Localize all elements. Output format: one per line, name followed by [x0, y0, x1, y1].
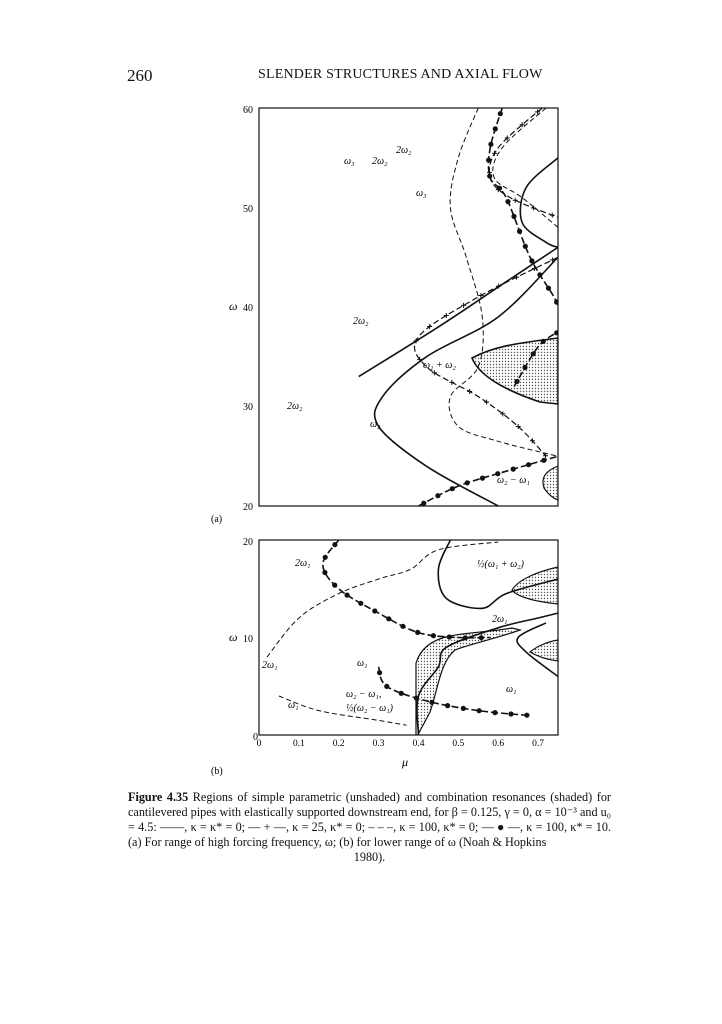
marker-b-2-1-3 [414, 696, 419, 701]
marker-b-2-0-13 [479, 635, 484, 640]
marker-a-3-0-9 [523, 244, 528, 249]
tick-label-b-x0: 0 [256, 739, 262, 749]
marker-a-3-0-12 [546, 286, 551, 291]
marker-a-3-1-6 [511, 467, 516, 472]
caption-label: Figure 4.35 [128, 790, 189, 804]
marker-a-3-1-0 [421, 501, 426, 506]
tick-label-b-x2: 0.2 [332, 739, 345, 749]
tick-label-b-x7: 0.7 [532, 739, 545, 749]
marker-b-2-0-1 [323, 555, 328, 560]
panel-a-ylabel: ω [229, 299, 238, 313]
marker-b-2-1-7 [477, 708, 482, 713]
curve-a-dash-dot-1 [419, 456, 559, 506]
caption-end: 1980). [353, 850, 386, 864]
curve-label-b-8: ω₁ [506, 684, 517, 695]
marker-a-1-1-5 [461, 303, 466, 308]
panel-a-plot-area [359, 108, 560, 506]
curve-label-b-2: 2ω₁ [492, 614, 508, 625]
curve-label-a-2: 2ω₂ [396, 145, 412, 156]
tick-label-b-x3: 0.3 [372, 739, 385, 749]
curve-a-dash-dot-0 [488, 108, 558, 307]
tick-label-b-x4: 0.4 [412, 739, 425, 749]
tick-label-a-60: 60 [243, 105, 253, 116]
marker-b-2-0-5 [358, 601, 363, 606]
marker-a-1-1-11 [449, 380, 454, 385]
panel-a-label: (a) [211, 514, 223, 525]
marker-a-3-0-2 [488, 142, 493, 147]
marker-b-2-0-6 [372, 608, 377, 613]
figure-caption [128, 790, 611, 865]
marker-a-3-0-5 [497, 186, 502, 191]
curve-label-a-6: 2ω₂ [287, 401, 303, 412]
curve-label-b-4: ω₁ [357, 658, 368, 669]
panel-b-xlabel: μ [402, 755, 409, 769]
curve-label-a-5: ω₁ + ω₂ [423, 360, 456, 371]
curve-label-b-6: ½(ω₂ − ω₁) [346, 703, 393, 714]
curve-b-dash-dot-0 [323, 540, 490, 638]
shaded-region-b-lower [416, 628, 520, 735]
tick-label-b-x1: 0.1 [292, 739, 305, 749]
tick-label-a-20: 20 [243, 502, 253, 513]
panel-a-y-ticks [243, 105, 253, 513]
marker-b-2-1-1 [384, 684, 389, 689]
marker-a-3-0-7 [511, 214, 516, 219]
tick-label-a-30: 30 [243, 402, 253, 413]
page-number: 260 [127, 66, 153, 85]
marker-a-1-0-8 [550, 213, 555, 218]
marker-a-3-0-3 [486, 158, 491, 163]
curve-label-b-3: 2ω₁ [262, 660, 278, 671]
marker-a-3-2-1 [522, 365, 527, 370]
marker-a-3-0-10 [529, 258, 534, 263]
marker-b-2-0-2 [322, 570, 327, 575]
marker-a-3-1-8 [541, 458, 546, 463]
marker-a-3-0-11 [537, 272, 542, 277]
panel-b-y-ticks [243, 537, 258, 743]
marker-b-2-0-12 [463, 635, 468, 640]
marker-a-3-2-0 [515, 379, 520, 384]
marker-a-3-1-3 [465, 480, 470, 485]
shaded-region-a-diff [543, 466, 558, 500]
marker-b-2-1-4 [429, 700, 434, 705]
marker-a-3-0-1 [493, 126, 498, 131]
marker-b-2-1-2 [399, 691, 404, 696]
curve-a-solid-1 [520, 158, 558, 248]
marker-b-2-0-0 [332, 542, 337, 547]
marker-b-2-0-7 [386, 616, 391, 621]
curve-label-b-7: ω₁ [288, 700, 299, 711]
panel-b-ylabel: ω [229, 630, 238, 644]
tick-label-a-40: 40 [243, 303, 253, 314]
tick-label-b-20: 20 [243, 537, 253, 548]
curve-label-a-0: ω₃ [344, 156, 355, 167]
marker-a-3-2-2 [531, 351, 536, 356]
marker-a-3-1-1 [435, 493, 440, 498]
marker-a-3-1-7 [526, 462, 531, 467]
caption-body: Regions of simple parametric (unshaded) and combination resonances (shaded) for cantilevered pipes with elastically supported downstream end, for β = 0.125, γ = 0, α = 10⁻³ and u₀ = 4.5: ——, κ = κ* = 0; — + —, κ = 25, κ* = 0; – – –, κ = 100, κ* = 0; — ● —, κ = 100, κ* = 10. (a) For range of high forcing frequency, ω; (b) for lower range of ω (Noah & Hopkins [128, 790, 611, 849]
tick-label-a-50: 50 [243, 204, 253, 215]
curve-label-b-0: 2ω₁ [295, 558, 311, 569]
marker-b-2-1-9 [508, 711, 513, 716]
marker-a-3-1-4 [480, 476, 485, 481]
running-head: SLENDER STRUCTURES AND AXIAL FLOW [258, 67, 543, 82]
marker-a-3-0-0 [498, 111, 503, 116]
marker-b-2-0-4 [345, 593, 350, 598]
curve-label-a-3: ω₃ [416, 188, 427, 199]
marker-b-2-1-0 [377, 670, 382, 675]
panel-b [211, 537, 558, 777]
marker-b-2-0-10 [431, 633, 436, 638]
marker-b-2-1-10 [524, 713, 529, 718]
tick-label-b-10: 10 [243, 634, 253, 645]
marker-a-3-0-6 [505, 199, 510, 204]
panel-a-curves [359, 108, 560, 506]
marker-b-2-0-11 [447, 634, 452, 639]
curve-label-b-1: ½(ω₁ + ω₂) [477, 559, 524, 570]
curve-a-dashed-1 [493, 108, 558, 227]
panel-a-frame [259, 108, 558, 506]
panel-a [211, 105, 559, 525]
curve-a-dashed-0 [449, 108, 558, 456]
marker-a-3-1-2 [450, 486, 455, 491]
marker-a-3-0-4 [487, 173, 492, 178]
marker-b-2-1-5 [445, 703, 450, 708]
curve-label-a-1: 2ω₂ [372, 156, 388, 167]
panel-a-curve-labels [287, 145, 530, 486]
marker-b-2-0-8 [400, 624, 405, 629]
marker-a-3-0-8 [517, 229, 522, 234]
curve-label-a-8: ω₂ − ω₁ [497, 475, 530, 486]
curve-label-a-7: ω₂ [370, 419, 381, 430]
marker-b-2-0-9 [415, 630, 420, 635]
panel-b-label: (b) [211, 766, 223, 777]
shaded-region-a-sum [472, 338, 558, 404]
marker-b-2-1-6 [461, 706, 466, 711]
tick-label-b-x5: 0.5 [452, 739, 465, 749]
panel-b-x-ticks [257, 739, 545, 749]
marker-a-3-2-3 [541, 339, 546, 344]
tick-label-b-0: 0 [253, 732, 258, 743]
marker-b-2-1-8 [492, 710, 497, 715]
tick-label-b-x6: 0.6 [492, 739, 505, 749]
marker-a-1-1-12 [467, 389, 472, 394]
marker-a-1-0-6 [513, 198, 518, 203]
marker-b-2-0-3 [332, 583, 337, 588]
curve-label-a-4: 2ω₂ [353, 316, 369, 327]
curve-label-b-5: ω₂ − ω₁, [346, 689, 382, 700]
